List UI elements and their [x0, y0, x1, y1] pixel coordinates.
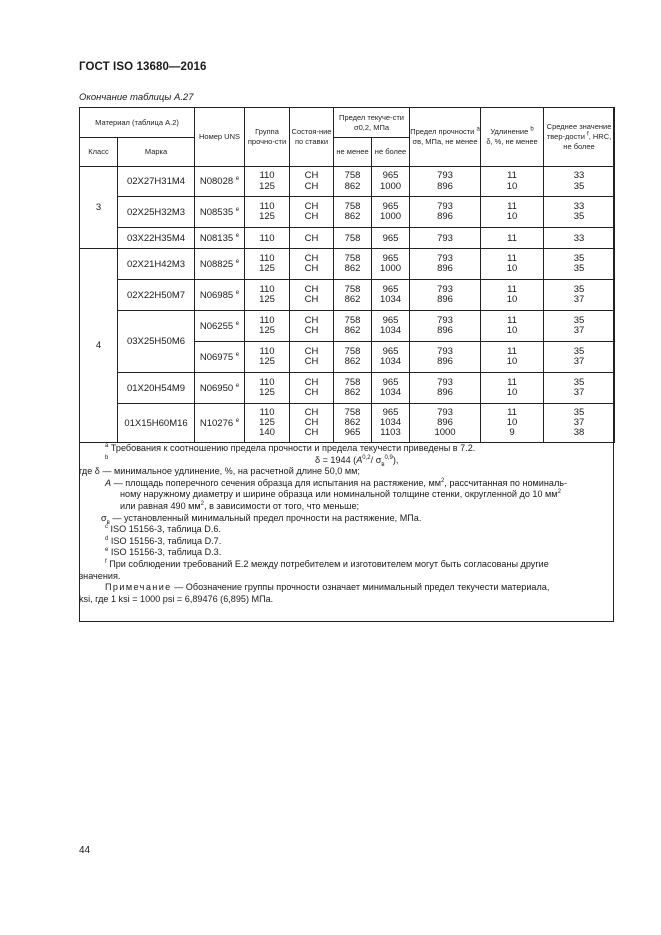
table-row — [80, 228, 615, 249]
condition-cell: СН СН — [290, 373, 334, 404]
group-cell: 110 125 — [245, 342, 290, 373]
yield-max-cell: 965 1000 — [372, 167, 410, 197]
group-cell: 110 125 — [245, 280, 290, 311]
condition-cell: СН СН — [290, 249, 334, 280]
elongation-cell: 11 10 — [481, 249, 544, 280]
elongation-cell: 11 10 — [481, 373, 544, 404]
yield-max-cell: 965 1034 — [372, 373, 410, 404]
properties-table — [79, 107, 615, 443]
tensile-cell: 793 — [410, 228, 481, 249]
elongation-cell: 11 10 9 — [481, 404, 544, 443]
group-cell: 110 125 — [245, 249, 290, 280]
tensile-cell: 793 896 — [410, 167, 481, 197]
table-row — [80, 404, 615, 443]
yield-min-cell: 758 — [334, 228, 372, 249]
footnote-b: $^b$ δ = 1944 ($A^{0,2}/$ $\sigma_в^{0,9}$), — [105, 454, 399, 468]
uns-cell: N08535 $^e$ — [195, 197, 245, 228]
class-cell: 4 — [80, 249, 118, 443]
grade-cell: 02Х25Н32М3 — [118, 197, 195, 228]
group-cell: 110 125 140 — [245, 404, 290, 443]
yield-max-cell: 965 1034 — [372, 280, 410, 311]
table-footnotes — [79, 443, 614, 605]
group-cell: 110 125 — [245, 167, 290, 197]
uns-cell: N08028 $^e$ — [195, 167, 245, 197]
uns-header: Номер UNS — [195, 108, 245, 167]
tensile-cell: 793 896 — [410, 197, 481, 228]
elongation-cell: 11 — [481, 228, 544, 249]
table-row — [80, 249, 615, 280]
yield-min-cell: 758 862 965 — [334, 404, 372, 443]
yield-max-cell: 965 1034 — [372, 311, 410, 342]
note-line: Примечание — Обозначение группы прочности означает минимальный предел текучести материала, — [105, 582, 550, 593]
hardness-header: Среднее значение твер-дости $^f$, HRC, не более — [544, 108, 615, 167]
elongation-cell: 11 10 — [481, 280, 544, 311]
grade-cell: 01Х20Н54М9 — [118, 373, 195, 404]
hardness-cell: 35 37 — [544, 342, 615, 373]
tensile-cell: 793 896 — [410, 280, 481, 311]
yield-max-cell: 965 1034 — [372, 342, 410, 373]
group-cell: 110 — [245, 228, 290, 249]
group-cell: 110 125 — [245, 373, 290, 404]
yield-max-cell: 965 1000 — [372, 249, 410, 280]
grade-cell: 01Х15Н60М16 — [118, 404, 195, 443]
footnote-a: $^a$ Требования к соотношению предела прочности и предела текучести приведены в 7.2. — [105, 442, 476, 453]
yield-min-cell: 758 862 — [334, 311, 372, 342]
hardness-cell: 35 35 — [544, 249, 615, 280]
strength-group-header: Группа прочно-сти — [245, 108, 290, 167]
yield-min-header: не менее — [334, 138, 372, 167]
uns-cell: N08825 $^e$ — [195, 249, 245, 280]
uns-cell: N06950 $^e$ — [195, 373, 245, 404]
area-definition: A — площадь поперечного сечения образца для испытания на растяжение, $мм^2$, рассчитанная по номиналь- — [105, 477, 568, 488]
footnote-f: $^f$ При соблюдении требований Е.2 между потребителем и изготовителем могут быть согласованы другие — [105, 558, 549, 569]
uns-cell: N06255 $^e$ — [195, 311, 245, 342]
where-line: где δ — минимальное удлинение, %, на расчетной длине 50,0 мм; — [79, 466, 360, 477]
elongation-cell: 11 10 — [481, 311, 544, 342]
condition-cell: СН СН — [290, 197, 334, 228]
condition-cell: СН СН — [290, 280, 334, 311]
class-cell: 3 — [80, 167, 118, 249]
grade-cell: 02Х27Н31М4 — [118, 167, 195, 197]
hardness-cell: 35 37 — [544, 373, 615, 404]
yield-max-cell: 965 — [372, 228, 410, 249]
elongation-cell: 11 10 — [481, 167, 544, 197]
yield-min-cell: 758 862 — [334, 373, 372, 404]
footnote-c: $^c$ ISO 15156-3, таблица D.6. — [105, 524, 221, 535]
condition-cell: СН СН — [290, 342, 334, 373]
condition-cell: СН СН — [290, 311, 334, 342]
footnote-f-2: значения. — [79, 570, 121, 581]
group-cell: 110 125 — [245, 197, 290, 228]
grade-header: Марка — [118, 138, 195, 167]
table-row — [80, 311, 615, 342]
yield-max-cell: 965 1034 1103 — [372, 404, 410, 443]
table-row — [80, 373, 615, 404]
condition-cell: СН СН — [290, 167, 334, 197]
yield-min-cell: 758 862 — [334, 197, 372, 228]
condition-header: Состоя-ние по ставки — [290, 108, 334, 167]
note-line-2: ksi, где 1 ksi = 1000 psi = 6,89476 (6,895) МПа. — [79, 593, 274, 604]
condition-cell: СН — [290, 228, 334, 249]
hardness-cell: 35 37 38 — [544, 404, 615, 443]
elongation-header: Удлинение $^b$ δ, %, не менее — [481, 108, 544, 167]
grade-cell: 02Х21Н42М3 — [118, 249, 195, 280]
yield-min-cell: 758 862 — [334, 249, 372, 280]
uns-cell: N06985 $^e$ — [195, 280, 245, 311]
class-header: Класс — [80, 138, 118, 167]
yield-min-cell: 758 862 — [334, 342, 372, 373]
table-row — [80, 280, 615, 311]
elongation-cell: 11 10 — [481, 197, 544, 228]
table-row — [80, 167, 615, 197]
page-number: 44 — [79, 845, 91, 856]
elongation-cell: 11 10 — [481, 342, 544, 373]
grade-cell: 02Х22Н50М7 — [118, 280, 195, 311]
document-header: ГОСТ ISO 13680—2016 — [79, 61, 207, 73]
yield-max-cell: 965 1000 — [372, 197, 410, 228]
group-cell: 110 125 — [245, 311, 290, 342]
hardness-cell: 35 37 — [544, 311, 615, 342]
area-definition-3: или равная 490 $мм^2$, в зависимости от того, что меньше; — [120, 500, 360, 511]
sigma-definition: $\sigma_в$ — установленный минимальный предел прочности на растяжение, МПа. — [101, 512, 422, 526]
tensile-header: Предел прочности $^a$ σв, МПа, не менее — [410, 108, 481, 167]
tensile-cell: 793 896 — [410, 311, 481, 342]
tensile-cell: 793 896 — [410, 249, 481, 280]
hardness-cell: 35 37 — [544, 280, 615, 311]
area-definition-2: ному наружному диаметру и ширине образца или номинальной толщине стенки, округленной до 10 $мм^2$ — [120, 489, 561, 500]
tensile-cell: 793 896 — [410, 373, 481, 404]
uns-cell: N08135 $^e$ — [195, 228, 245, 249]
uns-cell: N10276 $^e$ — [195, 404, 245, 443]
grade-cell: 03Х25Н50М6 — [118, 311, 195, 373]
hardness-cell: 33 35 — [544, 167, 615, 197]
condition-cell: СН СН СН — [290, 404, 334, 443]
yield-min-cell: 758 862 — [334, 280, 372, 311]
yield-min-cell: 758 862 — [334, 167, 372, 197]
material-header: Материал (таблица А.2) — [80, 108, 195, 138]
footnote-d: $^d$ ISO 15156-3, таблица D.7. — [105, 535, 222, 546]
grade-cell: 03Х22Н35М4 — [118, 228, 195, 249]
hardness-cell: 33 35 — [544, 197, 615, 228]
hardness-cell: 33 — [544, 228, 615, 249]
yield-max-header: не более — [372, 138, 410, 167]
yield-header: Предел текуче-сти σ0,2, МПа — [334, 108, 410, 138]
tensile-cell: 793 896 — [410, 342, 481, 373]
tensile-cell: 793 896 1000 — [410, 404, 481, 443]
footnote-e: $^e$ ISO 15156-3, таблица D.3. — [105, 547, 222, 558]
formula: δ = 1944 ($A^{0,2}/$ $\sigma_в^{0,9}$), — [315, 454, 399, 468]
table-row — [80, 197, 615, 228]
uns-cell: N06975 $^e$ — [195, 342, 245, 373]
table-caption: Окончание таблицы А.27 — [79, 92, 194, 103]
